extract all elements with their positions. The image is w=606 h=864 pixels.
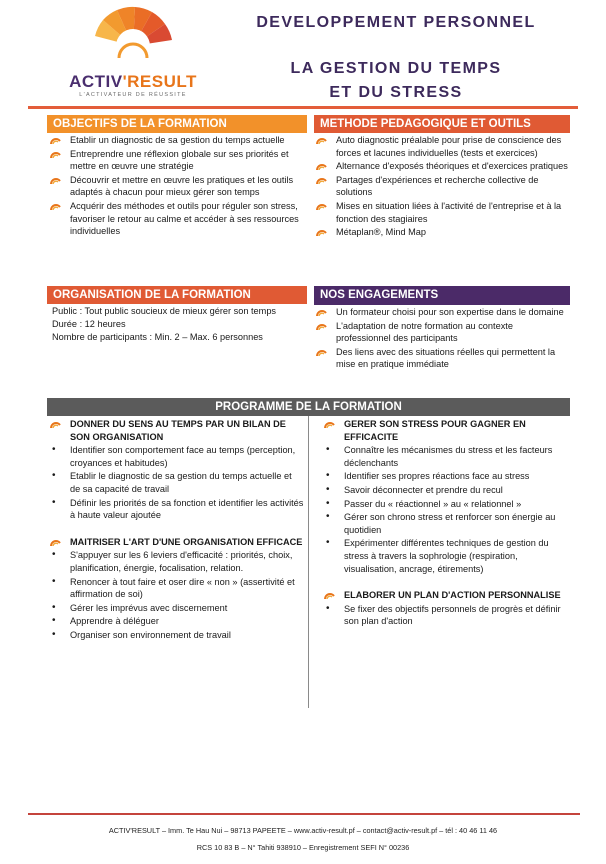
list-item: • Organiser son environnement de travail: [52, 628, 231, 640]
footer-registration: RCS 10 83 B – N° Tahiti 938910 – Enregistrement SEFI N° 00236: [196, 843, 410, 852]
list-item: Auto diagnostic préalable pour prise de conscience des forces et lacunes individuelles (tests et exercices): [314, 134, 570, 159]
list-item: Etablir un diagnostic de sa gestion du temps actuelle: [48, 134, 306, 147]
list-item: • Définir les priorités de sa fonction et identifier les activités à haute valeur ajoutée: [52, 496, 304, 521]
swirl-bullet-icon: [316, 175, 327, 185]
sun-spiral-logo-icon: [88, 6, 178, 72]
swirl-bullet-icon: [50, 201, 61, 211]
spacer: [322, 576, 570, 588]
list-item: Partages d'expériences et recherche collective de solutions: [314, 174, 570, 199]
company-logo: [58, 6, 208, 102]
document-category: DEVELOPPEMENT PERSONNEL: [256, 14, 536, 31]
section-header-organisation: ORGANISATION DE LA FORMATION: [47, 286, 307, 304]
document-title-line1: LA GESTION DU TEMPS: [290, 60, 502, 77]
list-item: L'adaptation de notre formation au contexte professionnel des participants: [314, 320, 570, 345]
participants-line: Nombre de participants : Min. 2 – Max. 6 personnes: [52, 332, 263, 342]
list-item: • Renoncer à tout faire et oser dire « non » (assertivité et affirmation de soi): [52, 575, 295, 600]
objectifs-list: [48, 134, 306, 239]
swirl-bullet-icon: [50, 175, 61, 185]
programme-left-list: [48, 418, 304, 643]
section-header-engagements: NOS ENGAGEMENTS: [314, 286, 570, 305]
list-item: • Gérer les imprévus avec discernement: [52, 601, 228, 613]
footer-address: ACTIV'RESULT – Imm. Te Hau Nui – 98713 PAPEETE – www.activ-result.pf – contact@activ-result.pf – tél : 40 46 11 46: [108, 826, 498, 835]
list-item: • Connaître les mécanismes du stress et les facteurs déclenchants: [326, 444, 553, 468]
list-item: • Apprendre à déléguer: [52, 615, 159, 627]
list-item: • Expérimenter différentes techniques de gestion du stress à travers la sophrologie (respiration, visualisation, ancrage, étirements): [326, 537, 549, 574]
swirl-bullet-icon: [316, 347, 327, 357]
programme-module-title: DONNER DU SENS AU TEMPS PAR UN BILAN DE SON ORGANISATION: [48, 418, 304, 443]
swirl-bullet-icon: [50, 537, 61, 547]
swirl-bullet-icon: [316, 321, 327, 331]
list-item: • Savoir déconnecter et prendre du recul: [326, 483, 503, 495]
programme-module-title: GERER SON STRESS POUR GAGNER EN EFFICACITE: [322, 418, 570, 443]
swirl-bullet-icon: [316, 307, 327, 317]
programme-module-title: MAITRISER L'ART D'UNE ORGANISATION EFFICACE: [48, 536, 304, 549]
section-header-methode: METHODE PEDAGOGIQUE ET OUTILS: [314, 115, 570, 133]
methode-list: [314, 134, 570, 240]
header-divider: [28, 106, 578, 109]
public-line: Public : Tout public soucieux de mieux gérer son temps: [52, 306, 277, 316]
swirl-bullet-icon: [324, 419, 335, 429]
organisation-details: [52, 305, 308, 344]
list-item: • Se fixer des objectifs personnels de progrès et définir son plan d'action: [326, 602, 561, 627]
swirl-bullet-icon: [50, 149, 61, 159]
list-item: Alternance d'exposés théoriques et d'exercices pratiques: [314, 160, 570, 173]
list-item: Découvrir et mettre en œuvre les pratiques et les outils adaptés à chacun pour mieux gérer son temps: [48, 174, 306, 199]
engagements-list: [314, 306, 570, 372]
programme-right-list: [322, 418, 570, 629]
list-item: Entreprendre une réflexion globale sur ses priorités et mettre en œuvre une stratégie: [48, 148, 306, 173]
swirl-bullet-icon: [50, 419, 61, 429]
list-item: • Passer du « réactionnel » au « relationnel »: [326, 497, 522, 509]
list-item: • Gérer son chrono stress et renforcer son énergie au quotidien: [326, 511, 556, 535]
swirl-bullet-icon: [50, 135, 61, 145]
swirl-bullet-icon: [316, 227, 327, 237]
document-title-line2: ET DU STRESS: [329, 84, 463, 101]
spacer: [48, 523, 304, 535]
list-item: Un formateur choisi pour son expertise dans le domaine: [314, 306, 570, 319]
swirl-bullet-icon: [316, 135, 327, 145]
swirl-bullet-icon: [316, 161, 327, 171]
footer-divider: [28, 813, 580, 815]
duree-line: Durée : 12 heures: [52, 319, 126, 329]
list-item: • Identifier ses propres réactions face au stress: [326, 470, 530, 482]
list-item: • S'appuyer sur les 6 leviers d'efficacité : priorités, choix, planification, énergie, focalisation, relation.: [52, 549, 293, 573]
section-header-objectifs: OBJECTIFS DE LA FORMATION: [47, 115, 307, 133]
list-item: Métaplan®, Mind Map: [314, 226, 570, 239]
list-item: Des liens avec des situations réelles qui permettent la mise en pratique immédiate: [314, 346, 570, 371]
swirl-bullet-icon: [316, 201, 327, 211]
list-item: Mises en situation liées à l'activité de l'entreprise et à la fonction des stagiaires: [314, 200, 570, 225]
list-item: • Etablir le diagnostic de sa gestion du temps actuelle et de sa capacité de travail: [52, 470, 292, 494]
column-divider: [308, 416, 309, 708]
brand-name: ACTIV'RESULT: [69, 72, 197, 91]
section-header-programme: PROGRAMME DE LA FORMATION: [47, 398, 570, 416]
list-item: Acquérir des méthodes et outils pour réguler son stress, favoriser le retour au calme et accéder à ses ressources individuelles: [48, 200, 306, 238]
brand-tagline: L'ACTIVATEUR DE RÉUSSITE: [79, 92, 187, 98]
programme-module-title: ELABORER UN PLAN D'ACTION PERSONNALISE: [322, 589, 570, 602]
list-item: • Identifier son comportement face au temps (perception, croyances et habitudes): [52, 444, 296, 468]
swirl-bullet-icon: [324, 590, 335, 600]
